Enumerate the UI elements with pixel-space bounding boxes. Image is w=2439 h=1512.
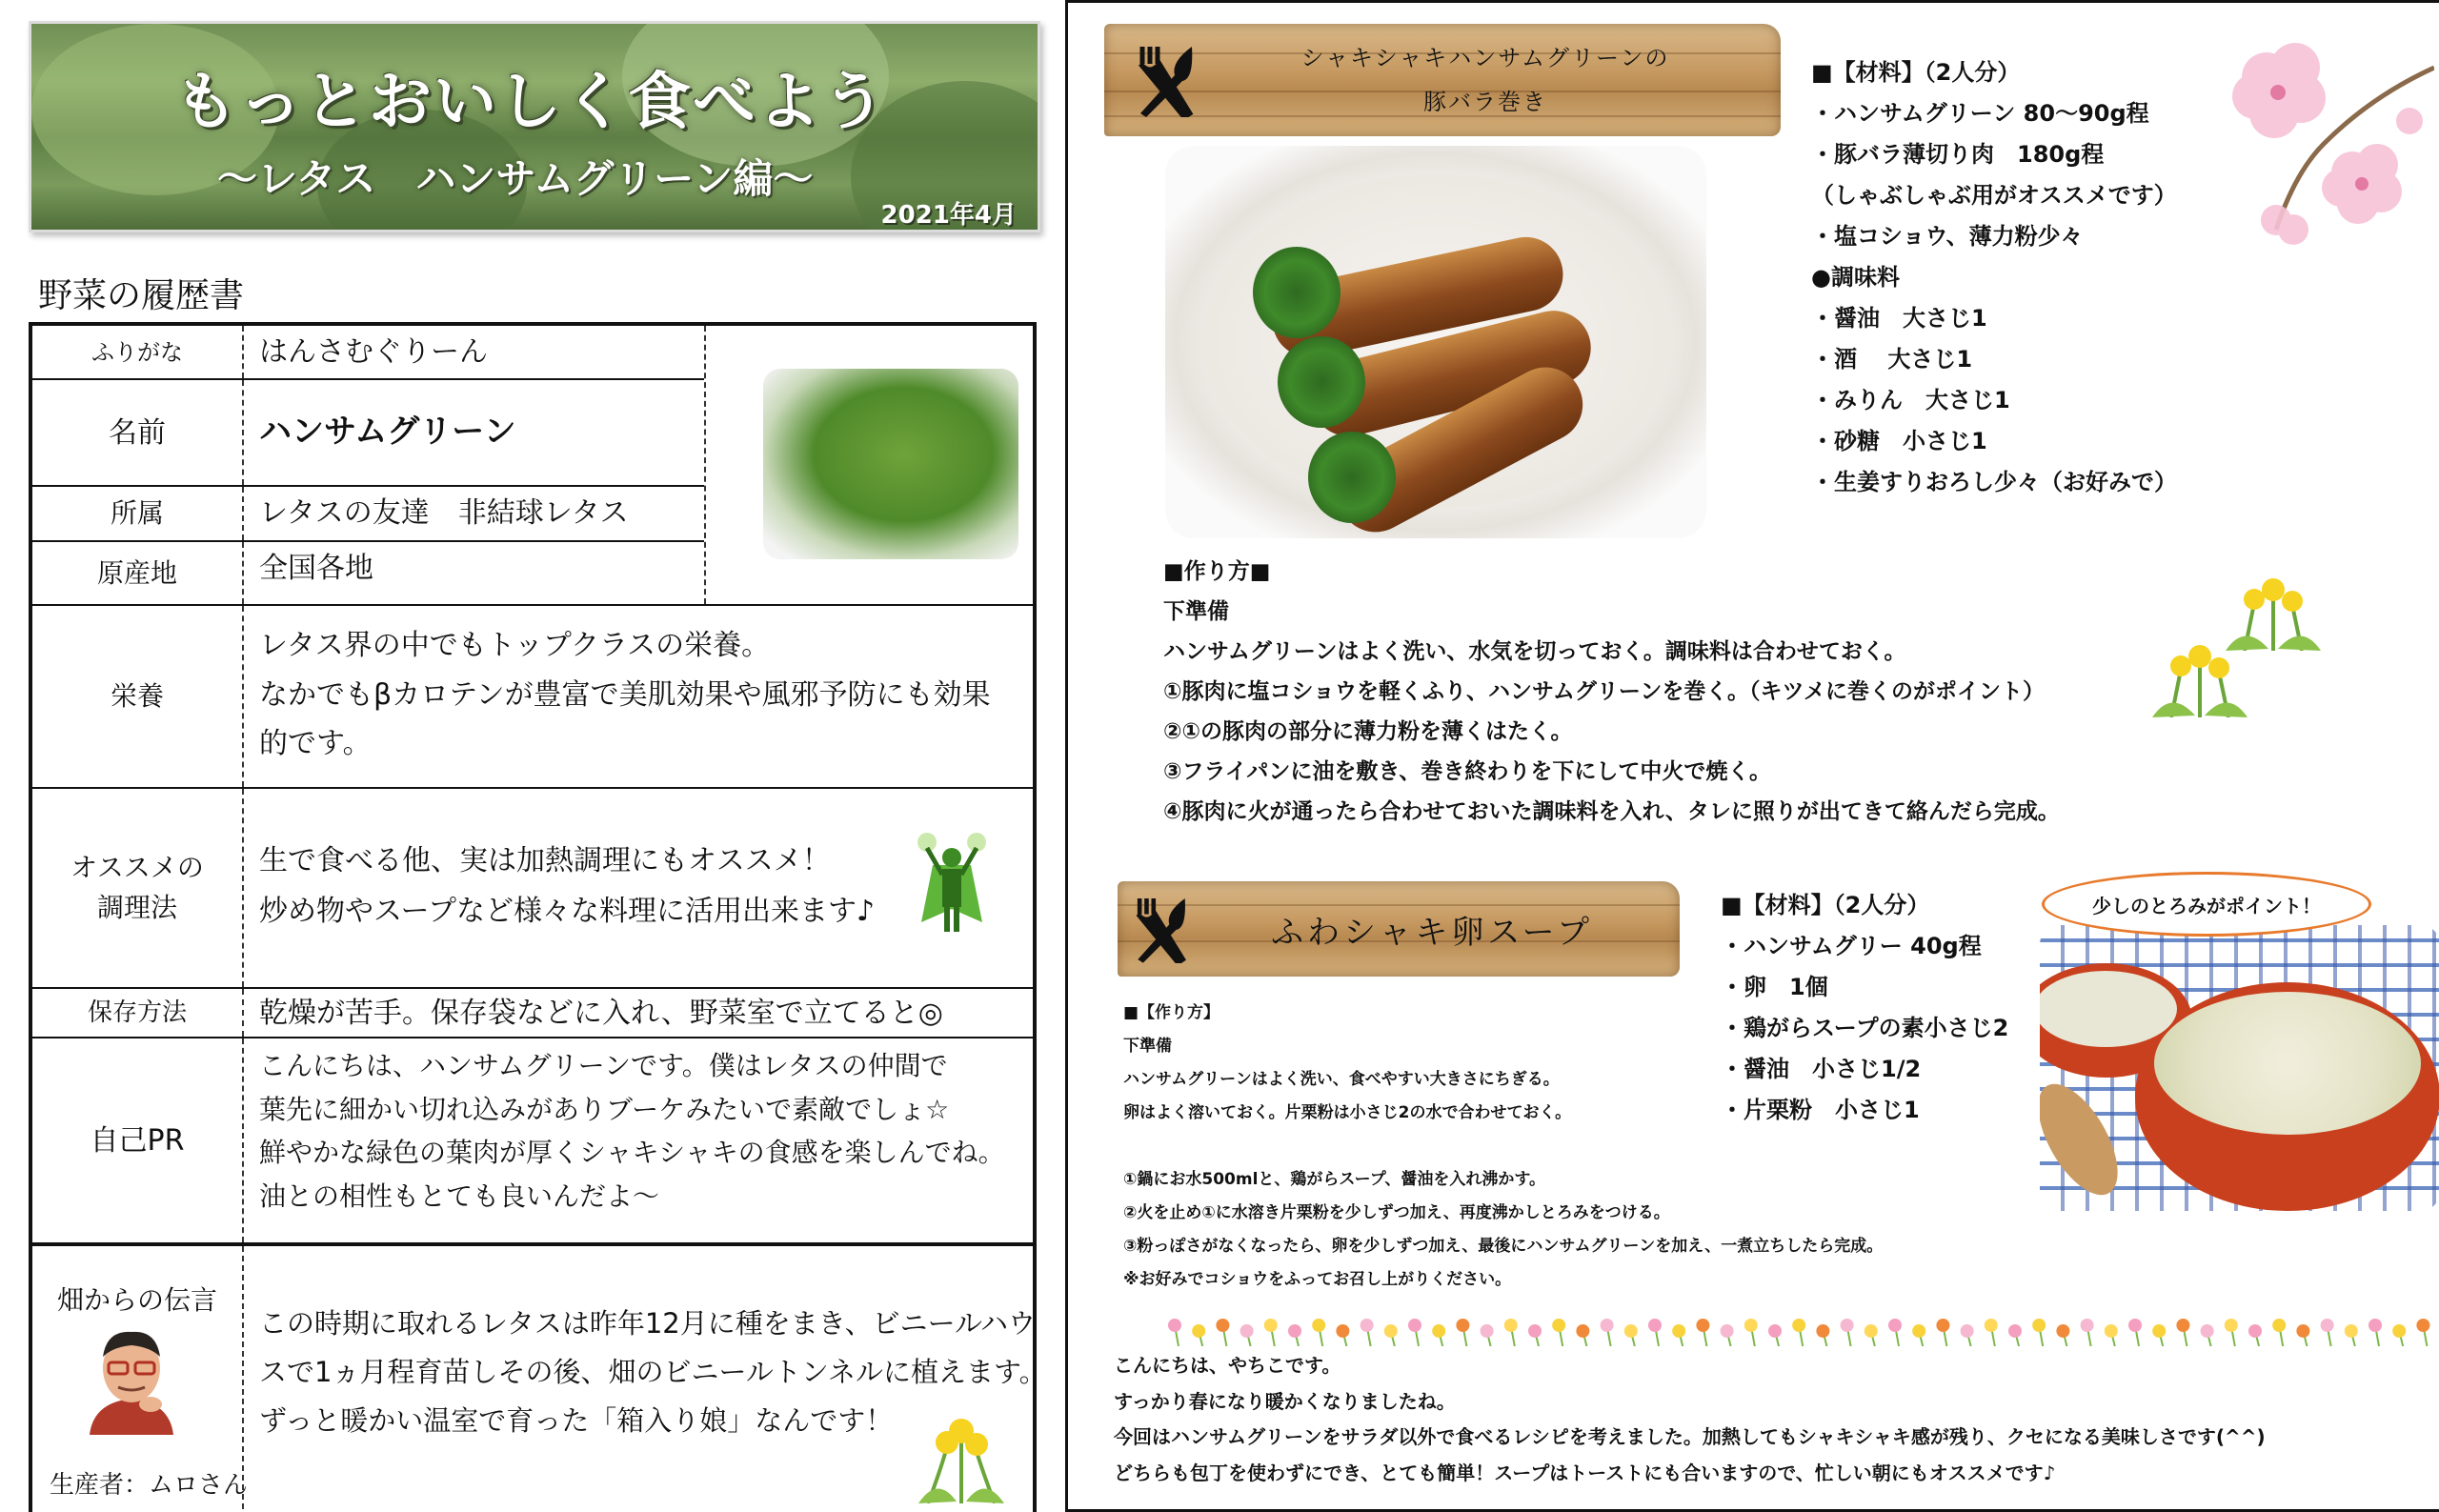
garland-flower [1792, 1319, 1805, 1346]
ingredient-line: ・片栗粉 小さじ1 [1721, 1097, 1920, 1123]
recipe2-title-plank [1118, 881, 1680, 977]
step-line: ③フライパンに油を敷き、巻き終わりを下にして中火で焼く。 [1163, 759, 1771, 784]
garland-flower [1648, 1319, 1662, 1346]
egg-soup-photo [2040, 925, 2439, 1211]
garland-flower [1408, 1319, 1421, 1346]
pr-line: 油との相性もとても良いんだよ〜 [259, 1179, 660, 1212]
name-label: 名前 [32, 380, 244, 485]
recipe2-title: ふわシャキ卵スープ [1271, 914, 1593, 952]
garland-flower [2225, 1319, 2238, 1346]
row-furigana [32, 326, 704, 378]
fork-knife-icon [1131, 895, 1192, 963]
furigana-label: ふりがな [32, 326, 244, 378]
garland-flower [2008, 1324, 2022, 1346]
garland-flower [1721, 1324, 1734, 1346]
resume-table [29, 322, 1047, 1512]
garland-flower [1601, 1319, 1614, 1346]
ingredient-line: ・ハンサムグリーン 80〜90g程 [1811, 100, 2149, 127]
ingredient-line: ■【材料】（2人分） [1721, 892, 1930, 918]
banner-title: もっとおいしく食べよう [174, 65, 887, 138]
affiliation-value: レタスの友達 非結球レタス [259, 496, 629, 530]
recipe1-title-plank [1104, 24, 1781, 136]
garland-flower [1912, 1324, 1925, 1346]
storage-value: 乾燥が苦手。保存袋などに入れ、野菜室で立てると◎ [259, 997, 943, 1030]
garland-flower [2081, 1319, 2094, 1346]
garland-flower [1528, 1324, 1542, 1346]
garland-flower [1576, 1324, 1589, 1346]
prep-line: ハンサムグリーンはよく洗い、食べやすい大きさにちぎる。 [1123, 1070, 1560, 1089]
garland-flower [1552, 1319, 1565, 1346]
banner-subtitle: 〜レタス ハンサムグリーン編〜 [217, 155, 814, 202]
garland-flower [1841, 1319, 1854, 1346]
garland-flower [1816, 1324, 1829, 1346]
fork-knife-icon [1133, 43, 1199, 117]
ingredient-line: ●調味料 [1811, 264, 1900, 291]
garland-flower [2296, 1324, 2309, 1346]
ingredient-line: ・酒 大さじ1 [1811, 346, 1973, 373]
garland-flower [1456, 1319, 1469, 1346]
step-line: ■作り方■ [1163, 559, 1271, 584]
step-line: ③粉っぽさがなくなったら、卵を少しずつ加え、最後にハンサムグリーンを加え、一煮立ちしたら完成。 [1123, 1237, 1884, 1256]
garland-flower [1961, 1324, 1974, 1346]
greens [1278, 336, 1365, 428]
dandelion-icon [2152, 632, 2248, 717]
dandelion-icon [918, 1408, 1004, 1503]
prep-line: ■【作り方】 [1123, 1003, 1220, 1022]
furigana-value: はんさむぐりーん [259, 335, 488, 369]
ingredient-line: ・生姜すりおろし少々（お好みで） [1811, 469, 2177, 495]
ingredient-line: ・醤油 大さじ1 [1811, 305, 1987, 332]
garland-flower [1168, 1319, 1181, 1346]
garland-flower [2176, 1319, 2189, 1346]
row-name [32, 378, 704, 485]
garland-flower [1672, 1324, 1685, 1346]
sakura-icon [2209, 30, 2434, 277]
soup-surface [2040, 971, 2177, 1047]
garland-flower [1432, 1324, 1445, 1346]
resume-heading: 野菜の履歴書 [38, 276, 245, 315]
field-message-line: この時期に取れるレタスは昨年12月に種をまき、ビニールハウ [259, 1307, 1036, 1340]
recipe1-ingredients [1811, 52, 2177, 503]
hero-icon [914, 827, 990, 941]
garland-flower [1624, 1324, 1638, 1346]
garland-flower [2152, 1324, 2166, 1346]
row-field-message [32, 1242, 1047, 1512]
nutrition-value [252, 606, 1033, 787]
closing-message [1114, 1348, 2266, 1491]
garland-flower [1336, 1324, 1349, 1346]
garland-flower [1744, 1319, 1758, 1346]
pr-line: 鮮やかな緑色の葉肉が厚くシャキシャキの食感を楽しんでね。 [259, 1137, 1005, 1169]
cooking-line: 炒め物やスープなど様々な料理に活用出来ます♪ [259, 894, 876, 928]
step-line: ④豚肉に火が通ったら合わせておいた調味料を入れ、タレに照りが出てきて絡んだら完成。 [1163, 799, 2060, 824]
row-cooking [32, 787, 1033, 987]
flower-garland [1163, 1314, 2439, 1346]
recipe1-title-line: シャキシャキハンサムグリーンの [1300, 45, 1670, 71]
ingredient-line: ・塩コショウ、薄力粉少々 [1811, 223, 2084, 250]
ingredient-line: ・豚バラ薄切り肉 180g程 [1811, 141, 2105, 168]
producer-avatar [80, 1322, 183, 1435]
recipe1-title-line: 豚バラ巻き [1423, 88, 1547, 115]
row-storage [32, 987, 1033, 1037]
recipe1-title [1219, 37, 1752, 124]
step-line: 下準備 [1163, 599, 1229, 624]
garland-flower [1696, 1319, 1709, 1346]
garland-flower [1264, 1319, 1278, 1346]
ingredient-line: ・醤油 小さじ1/2 [1721, 1056, 1922, 1082]
prep-line: 下準備 [1123, 1037, 1172, 1056]
cooking-label-line: オススメの [71, 852, 204, 883]
header-banner [29, 21, 1040, 232]
field-message-label: 畑からの伝言 [56, 1284, 217, 1316]
cooking-label [32, 789, 244, 987]
ingredient-line: ・鶏がらスープの素小さじ2 [1721, 1015, 2009, 1041]
garland-flower [1888, 1319, 1902, 1346]
garland-flower [2056, 1324, 2069, 1346]
vegetable-resume-panel [0, 0, 1048, 1512]
garland-flower [1481, 1324, 1494, 1346]
garland-flower [1240, 1324, 1254, 1346]
soup-surface [2154, 992, 2421, 1135]
wooden-spoon [2040, 1072, 2133, 1208]
garland-flower [1985, 1319, 1998, 1346]
ingredient-line: ・みりん 大さじ1 [1811, 387, 2010, 413]
garland-flower [2368, 1319, 2382, 1346]
ingredient-line: ・卵 1個 [1721, 974, 1828, 1000]
recipe2-prep [1123, 997, 1571, 1130]
garland-flower [1865, 1324, 1878, 1346]
banner-date: 2021年4月 [880, 201, 1017, 230]
storage-label: 保存方法 [32, 989, 244, 1037]
field-message-line: スで1ヵ月程育苗しその後、畑のビニールトンネルに植えます。 [259, 1355, 1047, 1388]
garland-flower [2272, 1319, 2286, 1346]
lettuce-photo [763, 369, 1018, 559]
origin-label: 原産地 [32, 542, 244, 604]
garland-flower [2321, 1319, 2334, 1346]
prep-line: 卵はよく溶いておく。片栗粉は小さじ2の水で合わせておく。 [1123, 1103, 1572, 1122]
pr-label: 自己PR [32, 1038, 244, 1242]
nutrition-label: 栄養 [32, 606, 244, 787]
pr-line: こんにちは、ハンサムグリーンです。僕はレタスの仲間で [259, 1050, 948, 1081]
step-line: ②①の豚肉の部分に薄力粉を薄くはたく。 [1163, 719, 1573, 744]
row-nutrition [32, 604, 1033, 787]
field-message-value [252, 1246, 1047, 1512]
pork-roll-photo [1165, 146, 1706, 538]
garland-flower [2248, 1324, 2262, 1346]
origin-value: 全国各地 [259, 552, 373, 585]
step-line: ※お好みでコショウをふってお召し上がりください。 [1123, 1270, 1512, 1289]
garland-flower [2105, 1324, 2118, 1346]
step-line: ハンサムグリーンはよく洗い、水気を切っておく。調味料は合わせておく。 [1163, 639, 1906, 664]
cooking-line: 生で食べる他、実は加熱調理にもオススメ！ [259, 844, 831, 877]
greens [1308, 432, 1396, 523]
closing-line: 今回はハンサムグリーンをサラダ以外で食べるレシピを考えました。加熱してもシャキシャキ感が残り、クセになる美味しさです(^^) [1114, 1425, 2266, 1448]
ingredient-line: ■【材料】（2人分） [1811, 59, 2021, 86]
garland-flower [1504, 1319, 1518, 1346]
recipe2-steps [1123, 1163, 1883, 1297]
tip-bubble: 少しのとろみがポイント！ [2042, 872, 2371, 937]
garland-flower [1384, 1324, 1398, 1346]
ingredient-line: ・ハンサムグリー 40g程 [1721, 933, 1982, 959]
pr-line: 葉先に細かい切れ込みがありブーケみたいで素敵でしょ☆ [259, 1093, 950, 1125]
step-line: ①豚肉に塩コショウを軽くふり、ハンサムグリーンを巻く。（キツメに巻くのがポイント） [1163, 679, 2045, 704]
closing-line: すっかり春になり暖かくなりましたね。 [1114, 1389, 1456, 1413]
garland-flower [2032, 1319, 2046, 1346]
step-line: ②火を止め①に水溶き片栗粉を少しずつ加え、再度沸かしとろみをつける。 [1123, 1203, 1670, 1222]
producer-name: 生産者：ムロさん [49, 1471, 248, 1500]
step-line: ①鍋にお水500mlと、鶏がらスープ、醤油を入れ沸かす。 [1123, 1170, 1545, 1189]
row-affiliation [32, 485, 704, 540]
recipe2-ingredients [1721, 885, 2008, 1131]
recipe-panel [1065, 0, 2439, 1512]
garland-flower [2416, 1319, 2429, 1346]
field-message-line: ずっと暖かい温室で育った「箱入り娘」なんです！ [259, 1403, 894, 1437]
ingredient-line: ・砂糖 小さじ1 [1811, 428, 1987, 454]
cooking-label-line: 調理法 [96, 892, 177, 923]
nutrition-line: レタス界の中でもトップクラスの栄養。 [259, 629, 771, 662]
garland-flower [2201, 1324, 2214, 1346]
affiliation-label: 所属 [32, 487, 244, 540]
ingredient-line: （しゃぶしゃぶ用がオススメです） [1811, 182, 2177, 209]
nutrition-line: なかでもβカロテンが豊富で美肌効果や風邪予防にも効果 [259, 677, 991, 712]
garland-flower [1361, 1319, 1374, 1346]
lettuce-photo-cell [704, 326, 1037, 604]
garland-flower [1936, 1319, 1949, 1346]
garland-flower [2345, 1324, 2358, 1346]
closing-line: こんにちは、やちこです。 [1114, 1354, 1341, 1377]
garland-flower [2392, 1324, 2406, 1346]
row-origin [32, 540, 704, 604]
garland-flower [2128, 1319, 2142, 1346]
garland-flower [1216, 1319, 1229, 1346]
garland-flower [1768, 1324, 1782, 1346]
recipe1-steps [1163, 552, 2060, 832]
garland-flower [1192, 1324, 1205, 1346]
closing-line: どちらも包丁を使わずにでき、とても簡単！スープはトーストにも合いますので、忙しい朝にもオススメです♪ [1114, 1461, 2056, 1484]
nutrition-line: 的です。 [259, 727, 372, 761]
name-value: ハンサムグリーン [259, 413, 516, 452]
pr-value [252, 1038, 1033, 1242]
garland-flower [1288, 1324, 1301, 1346]
row-pr [32, 1037, 1033, 1242]
greens [1253, 247, 1340, 338]
garland-flower [1312, 1319, 1325, 1346]
